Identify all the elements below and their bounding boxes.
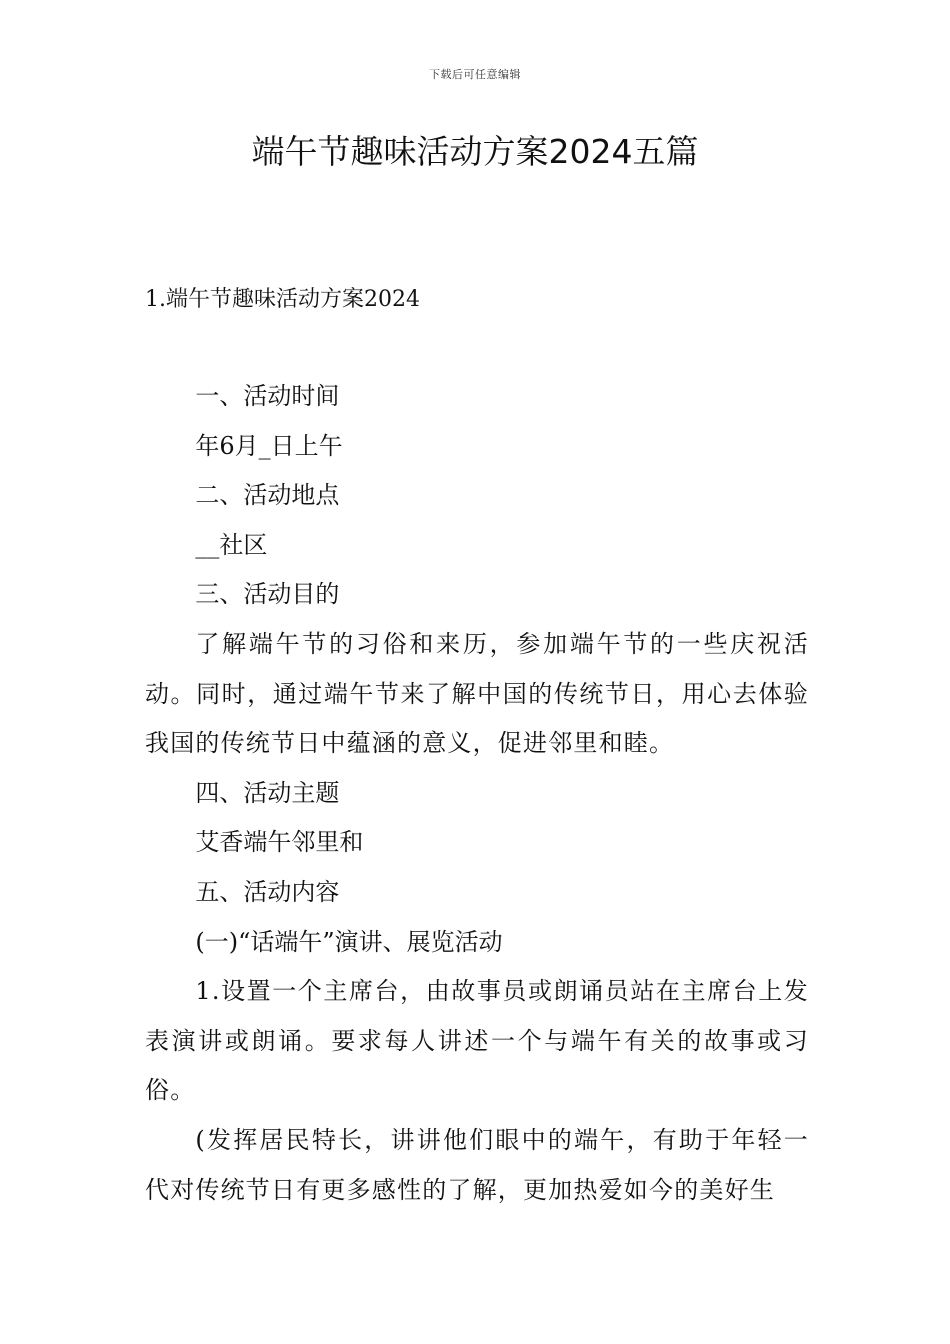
subheading-speech-exhibition: (一)“话端午”演讲、展览活动 <box>195 927 503 956</box>
activity-purpose-text: 了解端午节的习俗和来历，参加端午节的一些庆祝活动。同时，通过端午节来了解中国的传统节日，用心去体验我国的传统节日中蕴涵的意义，促进邻里和睦。 <box>145 629 809 758</box>
activity-time-text: 年6月_日上午 <box>195 431 343 460</box>
heading-activity-location: 二、活动地点 <box>195 481 340 510</box>
speech-item-text: 1.设置一个主席台，由故事员或朗诵员站在主席台上发表演讲或朗诵。要求每人讲述一个与端午有关的故事或习俗。 <box>145 977 809 1105</box>
heading-activity-content: 五、活动内容 <box>195 877 340 906</box>
heading-activity-purpose: 三、活动目的 <box>195 580 340 609</box>
document-title: 端午节趣味活动方案2024五篇 <box>251 132 699 171</box>
section-heading: 1.端午节趣味活动方案2024 <box>145 287 420 312</box>
page-header-note: 下载后可任意编辑 <box>429 68 521 81</box>
activity-location-text: __社区 <box>195 530 268 559</box>
speech-note-text: (发挥居民特长，讲讲他们眼中的端午，有助于年轻一代对传统节日有更多感性的了解，更加热爱如今的美好生 <box>145 1125 809 1204</box>
document-body <box>145 372 809 1215</box>
heading-activity-time: 一、活动时间 <box>195 382 340 410</box>
heading-activity-theme: 四、活动主题 <box>195 778 340 807</box>
activity-theme-text: 艾香端午邻里和 <box>195 828 364 857</box>
